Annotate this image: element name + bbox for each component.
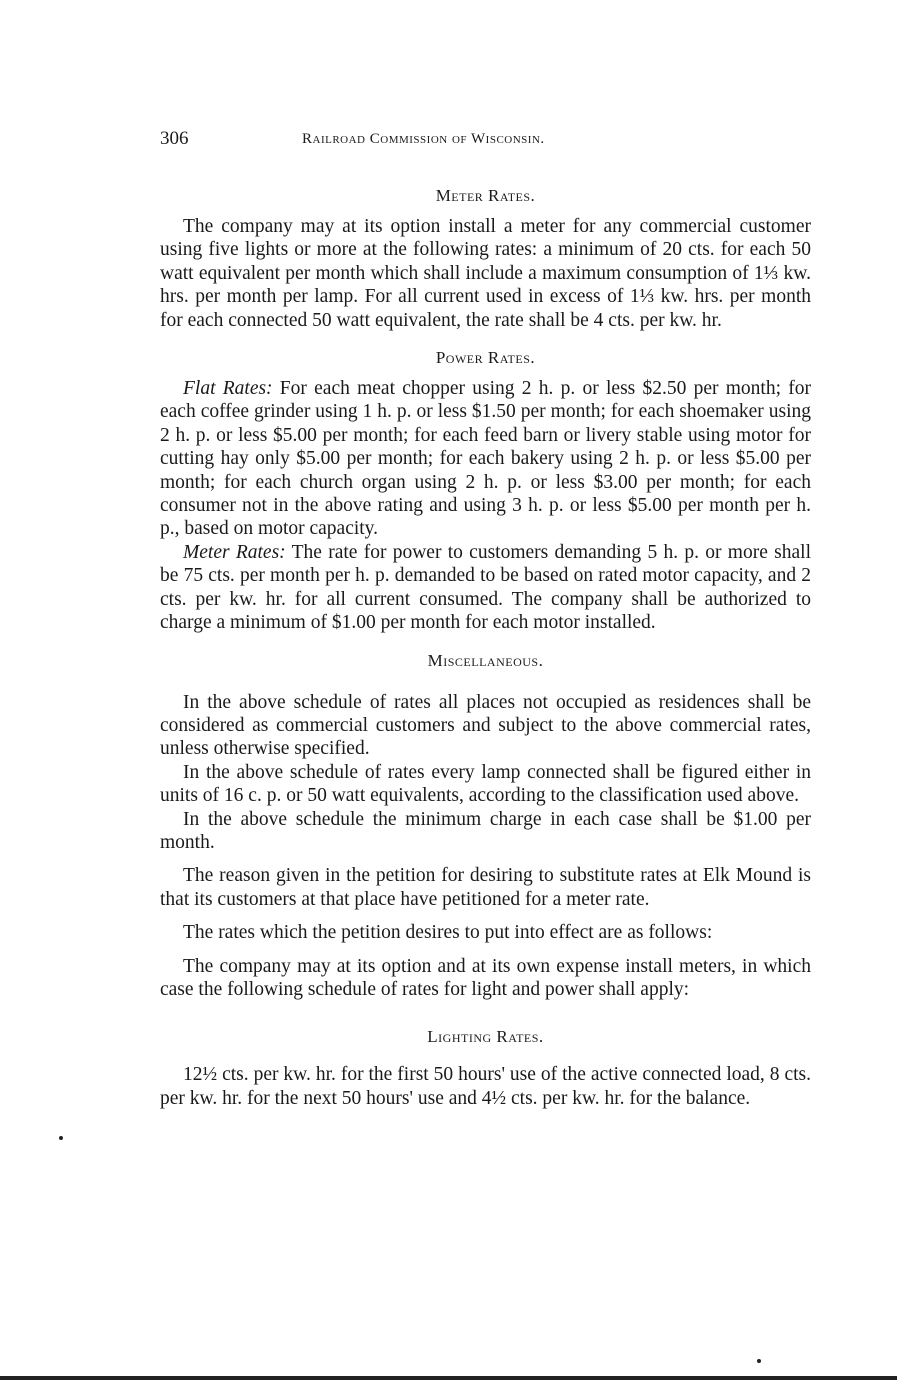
power-rates-heading: Power Rates. <box>435 348 536 368</box>
power-meter-rates-paragraph <box>160 541 811 635</box>
flat-rates-label: Flat Rates: <box>183 378 273 400</box>
scan-speck <box>757 1359 761 1363</box>
scan-speck <box>59 1136 63 1140</box>
reason-paragraph: The reason given in the petition for desiring to substitute rates at Elk Mound is that its customers at that place have petitioned for a meter rate. <box>160 865 811 910</box>
flat-rates-paragraph <box>160 377 811 541</box>
misc-paragraph-3: In the above schedule the minimum charge in each case shall be $1.00 per month. <box>160 808 811 853</box>
misc-paragraph-2: In the above schedule of rates every lamp connected shall be figured either in units of 16 c. p. or 50 watt equivalents, according to the classification used above. <box>160 761 811 807</box>
meter-option-paragraph: The company may at its option and at its own expense install meters, in which case the following schedule of rates for light and power shall apply: <box>160 955 811 1000</box>
meter-rates-paragraph: The company may at its option install a meter for any commercial customer using five lights or more at the following rates: a minimum of 20 cts. for each 50 watt equivalent per month which shall include a maximum consumption of 1⅓ kw. hrs. per month per lamp. For all current used in excess of 1⅓ kw. hrs. per month for each connected 50 watt equivalent, the rate shall be 4 cts. per kw. hr. <box>160 216 811 331</box>
miscellaneous-heading: Miscellaneous. <box>427 650 544 670</box>
misc-paragraph-1: In the above schedule of rates all places not occupied as residences shall be considered as commercial customers and subject to the above commercial rates, unless otherwise specified. <box>160 691 811 760</box>
power-meter-rates-label: Meter Rates: <box>183 541 286 563</box>
power-meter-rates-text: The rate for power to customers demanding 5 h. p. or more shall be 75 cts. per month per h. p. demanded to be based on rated motor capacity, and 2 cts. per kw. hr. for all current consumed. The company shall be authorized to charge a minimum of $1.00 per month for each motor installed. <box>160 541 811 634</box>
lighting-rates-heading: Lighting Rates. <box>427 1027 544 1047</box>
scan-bottom-edge <box>0 1376 897 1380</box>
rates-desired-paragraph: The rates which the petition desires to put into effect are as follows: <box>183 922 713 944</box>
page-number: 306 <box>160 128 189 149</box>
running-head: Railroad Commission of Wisconsin. <box>302 131 545 147</box>
lighting-rates-paragraph: 12½ cts. per kw. hr. for the first 50 hours' use of the active connected load, 8 cts. per kw. hr. for the next 50 hours' use and 4½ cts. per kw. hr. for the balance. <box>160 1064 811 1109</box>
meter-rates-heading: Meter Rates. <box>435 186 536 205</box>
flat-rates-text: For each meat chopper using 2 h. p. or less $2.50 per month; for each coffee grinder using 1 h. p. or less $1.50 per month; for each shoemaker using 2 h. p. or less $5.00 per month; for each feed barn or livery stable using motor for cutting hay only $5.00 per month; for each bakery using 2 h. p. or less $5.00 per month; for each church organ using 2 h. p. or less $3.00 per month; for each consumer not in the above rating and using 3 h. p. or less $5.00 per month per h. p., based on motor capacity. <box>160 378 811 540</box>
page-header <box>160 128 811 156</box>
page <box>160 128 811 1110</box>
